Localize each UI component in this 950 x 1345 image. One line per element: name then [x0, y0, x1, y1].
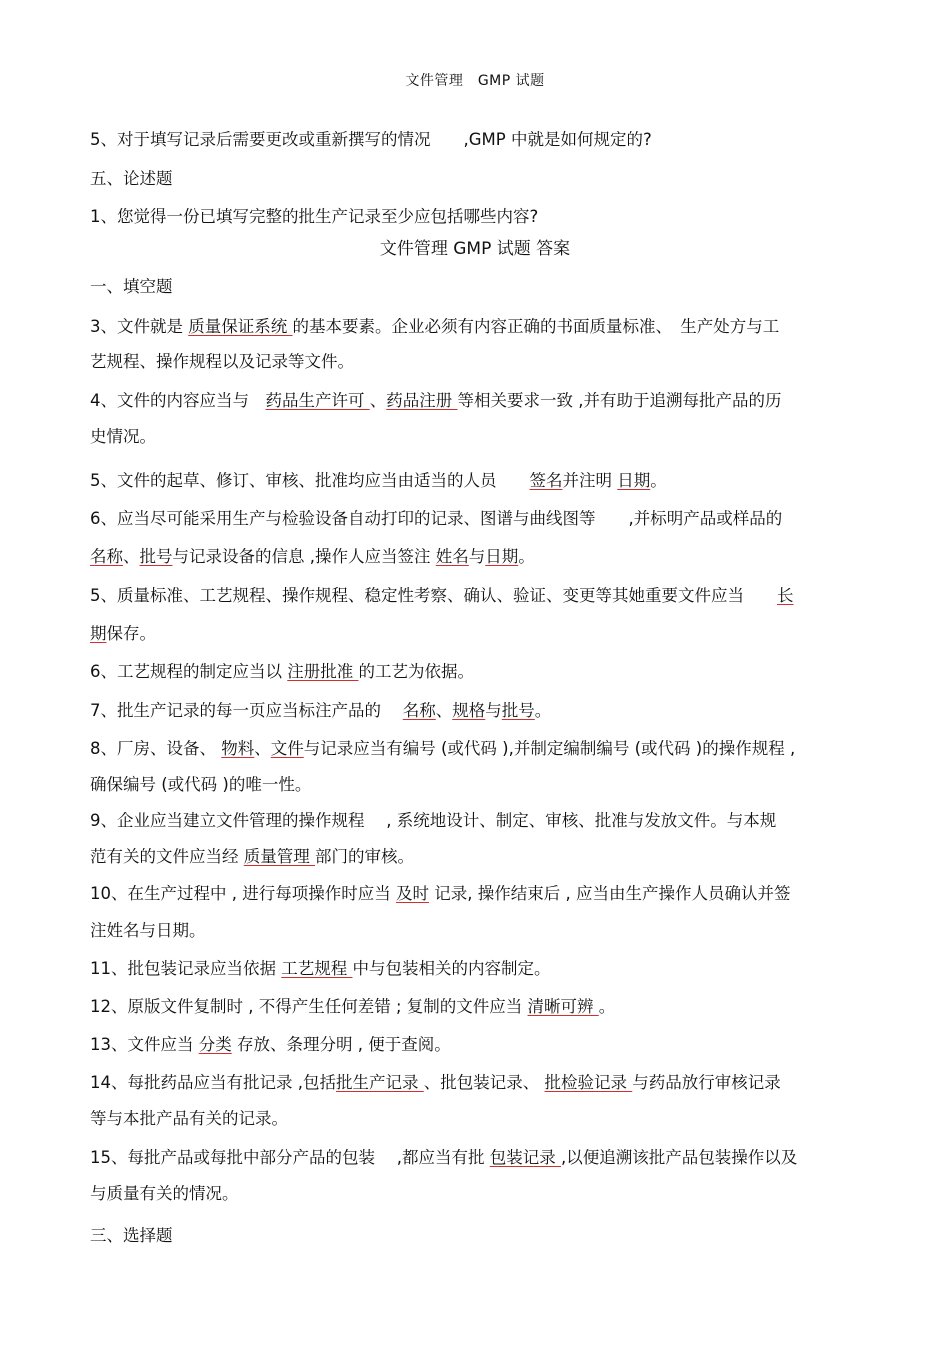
section-heading-essay: 五、论述题: [90, 169, 173, 188]
answer-blank: 姓名: [435, 547, 469, 566]
answer-15-line-1: 15、每批产品或每批中部分产品的包装 ,都应当有批 包装记录 ,以便追溯该批产品包装操作以及: [90, 1148, 798, 1167]
answer-blank: 文件: [270, 739, 304, 758]
section-heading-fill-blank: 一、填空题: [90, 277, 173, 296]
answer-5b-line-1: 5、质量标准、工艺规程、操作规程、稳定性考察、确认、验证、变更等其她重要文件应当 长: [90, 586, 794, 605]
answer-14-line-2: 等与本批产品有关的记录。: [90, 1109, 288, 1128]
answer-blank: 药品生产许可: [265, 391, 370, 410]
answer-15-line-2: 与质量有关的情况。: [90, 1184, 239, 1203]
answer-blank: 日期: [617, 471, 651, 490]
answer-blank: 包装记录: [489, 1148, 561, 1167]
section-heading-choice: 三、选择题: [90, 1226, 173, 1245]
answer-9-line-2: 范有关的文件应当经 质量管理 部门的审核。: [90, 847, 414, 866]
answer-3-line-2: 艺规程、操作规程以及记录等文件。: [90, 352, 354, 371]
answer-blank: 清晰可辨: [527, 997, 599, 1016]
answer-8-line-1: 8、厂房、设备、 物料、文件与记录应当有编号 (或代码 ),并制定编制编号 (或代码 )的操作规程 ,: [90, 739, 796, 758]
answer-blank: 质量管理: [243, 847, 315, 866]
answer-blank: 批生产记录: [336, 1073, 424, 1092]
answer-6-line-2: 名称、批号与记录设备的信息 ,操作人应当签注 姓名与日期。: [90, 547, 535, 566]
answer-5-line: 5、文件的起草、修订、审核、批准均应当由适当的人员 签名并注明 日期。: [90, 471, 667, 490]
answer-14-line-1: 14、每批药品应当有批记录 ,包括批生产记录 、批包装记录、 批检验记录 与药品放行审核记录: [90, 1073, 781, 1092]
answer-blank: 规格: [452, 701, 486, 720]
answer-6b-line: 6、工艺规程的制定应当以 注册批准 的工艺为依据。: [90, 662, 474, 681]
answer-blank: 名称: [402, 701, 436, 720]
answer-blank: 工艺规程: [281, 959, 353, 978]
answer-blank: 药品注册: [386, 391, 458, 410]
answer-13-line: 13、文件应当 分类 存放、条理分明 , 便于查阅。: [90, 1035, 451, 1054]
answer-blank: 签名: [529, 471, 563, 490]
answer-blank: 及时: [395, 884, 429, 903]
answer-7-line: 7、批生产记录的每一页应当标注产品的 名称、规格与批号。: [90, 701, 552, 720]
answer-blank: 批号: [501, 701, 535, 720]
answer-blank: 期: [90, 624, 107, 643]
answer-6-line-1: 6、应当尽可能采用生产与检验设备自动打印的记录、图谱与曲线图等 ,并标明产品或样品的: [90, 509, 783, 528]
answer-9-line-1: 9、企业应当建立文件管理的操作规程 , 系统地设计、制定、审核、批准与发放文件。与本规: [90, 811, 777, 830]
answer-4-line-2: 史情况。: [90, 427, 156, 446]
question-1: 1、您觉得一份已填写完整的批生产记录至少应包括哪些内容?: [90, 207, 539, 226]
page-header: 文件管理 GMP 试题: [405, 73, 545, 89]
answer-blank: 分类: [198, 1035, 232, 1054]
answer-blank: 物料: [221, 739, 255, 758]
answer-10-line-1: 10、在生产过程中 , 进行每项操作时应当 及时 记录, 操作结束后 , 应当由生产操作人员确认并签: [90, 884, 791, 903]
answer-blank: 注册批准: [287, 662, 359, 681]
answer-10-line-2: 注姓名与日期。: [90, 921, 206, 940]
answer-blank: 日期: [485, 547, 519, 566]
answer-blank: 批号: [139, 547, 173, 566]
answer-12-line: 12、原版文件复制时 , 不得产生任何差错 ; 复制的文件应当 清晰可辨 。: [90, 997, 616, 1016]
answer-blank: 批检验记录: [544, 1073, 633, 1092]
answer-blank: 名称: [90, 547, 123, 566]
answer-3-line-1: 3、文件就是 质量保证系统 的基本要素。企业必须有内容正确的书面质量标准、 生产处方与工: [90, 317, 780, 336]
question-5: 5、对于填写记录后需要更改或重新撰写的情况 ,GMP 中就是如何规定的?: [90, 130, 652, 149]
answer-8-line-2: 确保编号 (或代码 )的唯一性。: [90, 775, 312, 794]
answer-4-line-1: 4、文件的内容应当与 药品生产许可 、药品注册 等相关要求一致 ,并有助于追溯每批产品的历: [90, 391, 782, 410]
answer-blank: 长: [777, 586, 794, 605]
answers-title: 文件管理 GMP 试题 答案: [379, 239, 571, 259]
answer-blank: 质量保证系统: [188, 317, 293, 336]
answer-11-line: 11、批包装记录应当依据 工艺规程 中与包装相关的内容制定。: [90, 959, 551, 978]
answer-5b-line-2: 期保存。: [90, 624, 156, 643]
